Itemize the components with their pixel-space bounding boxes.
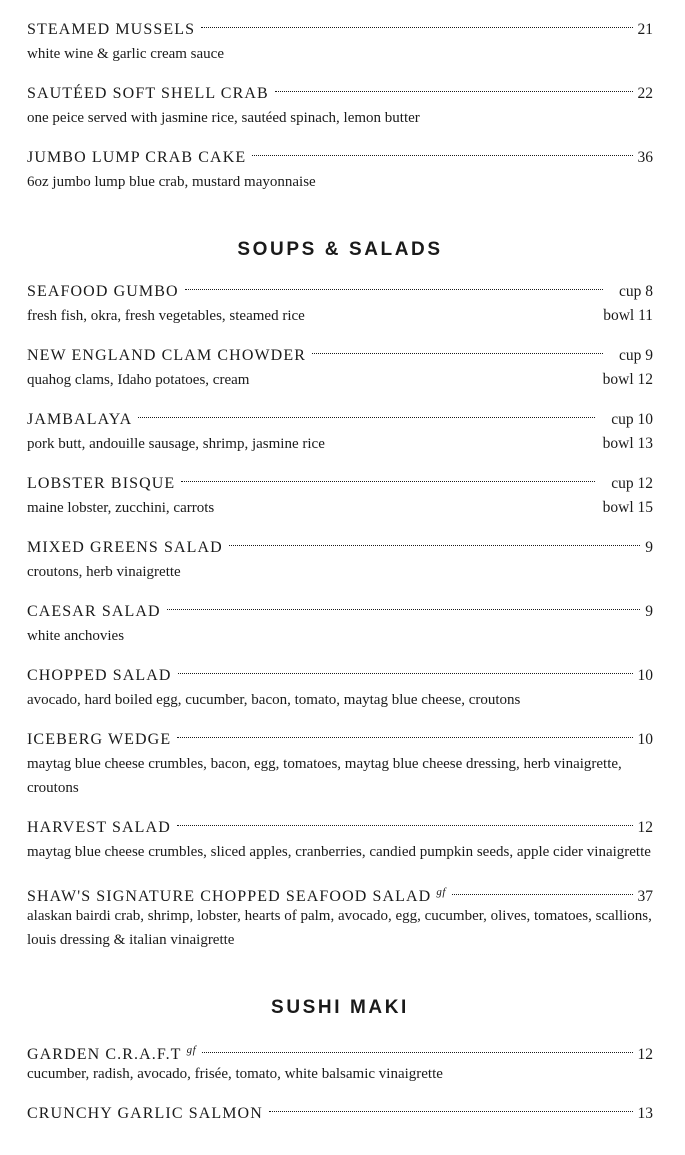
- item-description: croutons, herb vinaigrette: [27, 564, 181, 580]
- item-name: CRUNCHY GARLIC SALMON: [27, 1105, 263, 1122]
- item-description: one peice served with jasmine rice, sautéed spinach, lemon butter: [27, 110, 420, 126]
- menu-item-jambalaya: [27, 408, 653, 456]
- item-price: 13: [637, 1105, 653, 1122]
- dot-leader: [202, 1052, 632, 1053]
- item-description: 6oz jumbo lump blue crab, mustard mayonnaise: [27, 174, 316, 190]
- item-name: NEW ENGLAND CLAM CHOWDER: [27, 347, 306, 364]
- menu-item-crab-cake: [27, 146, 653, 194]
- dot-leader: [177, 737, 632, 738]
- menu-item-lobster-bisque: [27, 472, 653, 520]
- item-price: 9: [645, 603, 653, 620]
- menu-item-mixed-greens: [27, 536, 653, 584]
- item-description: maytag blue cheese crumbles, bacon, egg, tomatoes, maytag blue cheese dressing, herb vinaigrette, croutons: [27, 756, 622, 796]
- dot-leader: [312, 353, 603, 354]
- menu-item-seafood-gumbo: [27, 280, 653, 328]
- item-price: 10: [637, 667, 653, 684]
- item-price: 10: [637, 731, 653, 748]
- item-name-text: SHAW'S SIGNATURE CHOPPED SEAFOOD SALAD: [27, 888, 432, 905]
- item-name: JAMBALAYA: [27, 411, 133, 428]
- menu-item-soft-shell-crab: [27, 82, 653, 130]
- item-name: JUMBO LUMP CRAB CAKE: [27, 149, 247, 166]
- item-price: 22: [637, 85, 653, 102]
- dot-leader: [201, 27, 632, 28]
- item-name: SEAFOOD GUMBO: [27, 283, 179, 300]
- item-price-cup: cup 10: [611, 411, 653, 428]
- menu-item-crunchy-garlic-salmon: [27, 1102, 653, 1126]
- item-description: maytag blue cheese crumbles, sliced apples, cranberries, candied pumpkin seeds, apple cider vinaigrette: [27, 844, 651, 860]
- menu-item-harvest-salad: [27, 816, 653, 864]
- item-description: fresh fish, okra, fresh vegetables, steamed rice: [27, 308, 305, 324]
- menu-item-iceberg-wedge: [27, 728, 653, 800]
- item-description: white wine & garlic cream sauce: [27, 46, 224, 62]
- item-price-bowl: bowl 12: [602, 371, 653, 388]
- item-name: HARVEST SALAD: [27, 819, 171, 836]
- section-heading-sushi-maki: SUSHI MAKI: [271, 997, 409, 1018]
- item-price-cup: cup 9: [618, 347, 653, 364]
- dot-leader: [185, 289, 603, 290]
- menu-page: [27, 0, 653, 1126]
- menu-item-caesar-salad: [27, 600, 653, 648]
- item-description: avocado, hard boiled egg, cucumber, bacon, tomato, maytag blue cheese, croutons: [27, 692, 521, 708]
- gluten-free-tag: gf: [186, 1044, 197, 1056]
- item-price-bowl: bowl 15: [602, 499, 653, 516]
- item-description: quahog clams, Idaho potatoes, cream: [27, 372, 250, 388]
- item-price-bowl: bowl 13: [602, 435, 653, 452]
- gluten-free-tag: gf: [436, 886, 446, 898]
- dot-leader: [178, 673, 633, 674]
- item-description: white anchovies: [27, 628, 125, 644]
- item-price: 36: [637, 149, 653, 166]
- item-name: ICEBERG WEDGE: [27, 731, 172, 748]
- dot-leader: [229, 545, 640, 546]
- item-name-text: GARDEN C.R.A.F.T: [27, 1046, 182, 1063]
- item-price-cup: cup 12: [611, 475, 653, 492]
- dot-leader: [252, 155, 632, 156]
- item-description: alaskan bairdi crab, shrimp, lobster, hearts of palm, avocado, egg, cucumber, olives, tomatoes, scallions, louis dressing & italian vinaigrette: [27, 908, 652, 948]
- item-price: 37: [637, 888, 653, 905]
- item-name: STEAMED MUSSELS: [27, 21, 196, 38]
- dot-leader: [167, 609, 641, 610]
- item-price-cup: cup 8: [618, 283, 653, 300]
- item-name: CAESAR SALAD: [27, 603, 161, 620]
- dot-leader: [452, 894, 633, 895]
- item-name: SAUTÉED SOFT SHELL CRAB: [27, 85, 269, 102]
- menu-item-chopped-salad: [27, 664, 653, 712]
- item-price: 12: [637, 1046, 653, 1063]
- menu-item-garden-craft: [27, 1038, 653, 1086]
- dot-leader: [181, 481, 595, 482]
- item-name: CHOPPED SALAD: [27, 667, 172, 684]
- menu-item-steamed-mussels: [27, 18, 653, 66]
- item-name: LOBSTER BISQUE: [27, 475, 176, 492]
- dot-leader: [177, 825, 633, 826]
- item-description: pork butt, andouille sausage, shrimp, jasmine rice: [27, 436, 325, 452]
- dot-leader: [138, 417, 595, 418]
- section-heading-soups-salads: SOUPS & SALADS: [237, 239, 443, 260]
- dot-leader: [275, 91, 633, 92]
- item-price-bowl: bowl 11: [603, 307, 653, 324]
- item-price: 21: [637, 21, 653, 38]
- item-price: 9: [645, 539, 653, 556]
- dot-leader: [269, 1111, 633, 1112]
- item-description: [27, 0, 653, 2]
- menu-item-chopped-seafood-salad: [27, 880, 653, 952]
- item-description: maine lobster, zucchini, carrots: [27, 500, 215, 516]
- item-price: 12: [637, 819, 653, 836]
- menu-item-clam-chowder: [27, 344, 653, 392]
- item-description: cucumber, radish, avocado, frisée, tomato, white balsamic vinaigrette: [27, 1066, 443, 1082]
- item-name: MIXED GREENS SALAD: [27, 539, 223, 556]
